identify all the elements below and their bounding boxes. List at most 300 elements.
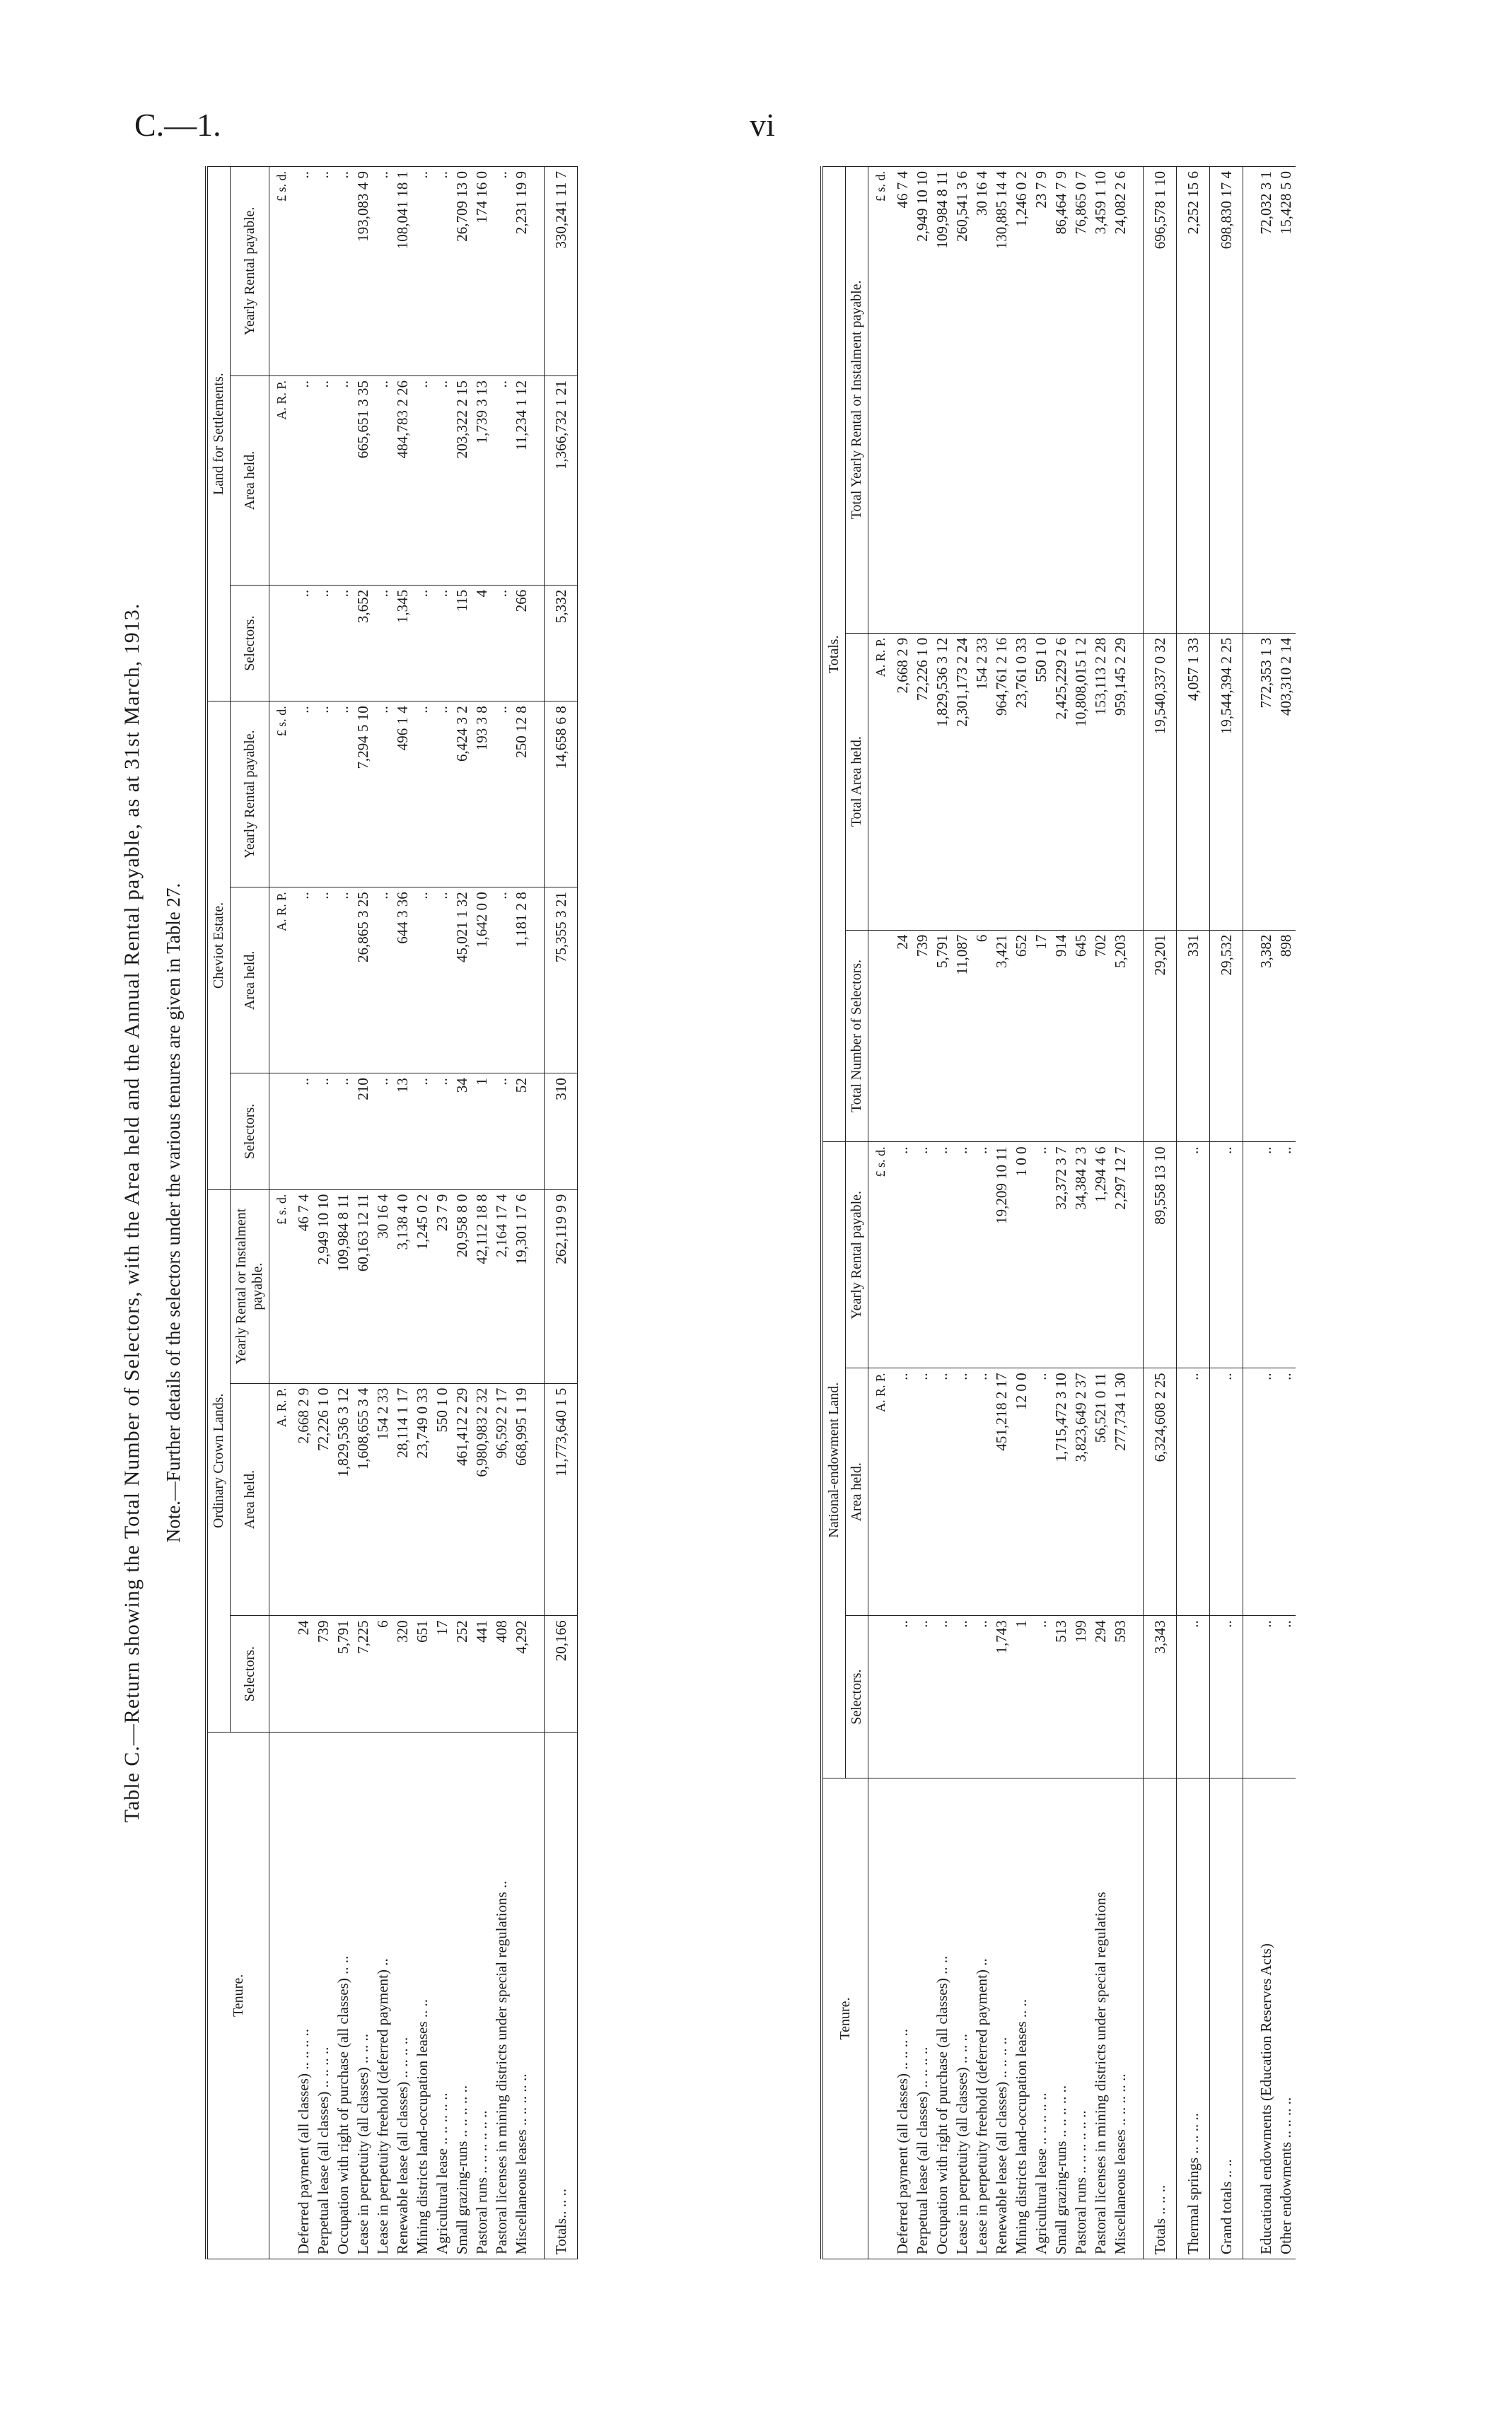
cell-s-rent: 330,241 11 7 (545, 167, 578, 376)
cell-o-area: 461,412 2 29 (452, 1383, 472, 1616)
cell-o-rent: 42,112 18 8 (472, 1189, 492, 1383)
tenure-label: Renewable lease (all classes) .. .. .. .. (392, 1732, 412, 2259)
cell-t-sel: 331 (1177, 930, 1210, 1142)
tenure-label: Grand totals .. .. (1210, 1778, 1243, 2259)
page-code: C.—1. (134, 107, 221, 143)
cell-n-area: .. (1210, 1368, 1243, 1616)
table-row (972, 167, 991, 2259)
header-total-selectors: Total Number of Selectors. (846, 930, 868, 1142)
cell-t-sel: 652 (1011, 930, 1031, 1142)
units-area: A. R. P. (868, 633, 893, 930)
cell-s-sel: .. (373, 585, 392, 701)
cell-c-sel: 34 (452, 1073, 472, 1189)
cell-s-sel: .. (293, 585, 313, 701)
table-row (1031, 167, 1051, 2259)
cell-o-sel: 24 (293, 1616, 313, 1732)
cell-t-area: 154 2 33 (972, 633, 991, 930)
cell-o-rent: 20,958 8 0 (452, 1189, 472, 1383)
table-row (492, 167, 511, 2259)
cell-o-rent: 3,138 4 0 (392, 1189, 412, 1383)
cell-t-area: 2,425,229 2 6 (1051, 633, 1071, 930)
cell-s-rent: 174 16 0 (472, 167, 492, 376)
cell-n-rent: .. (932, 1142, 952, 1368)
tenure-label: Miscellaneous leases .. .. .. .. .. (1110, 1778, 1130, 2259)
table-row (912, 167, 932, 2259)
cell-c-rent: .. (293, 701, 313, 887)
cell-n-rent: .. (892, 1142, 912, 1368)
cell-s-rent: .. (293, 167, 313, 376)
totals-row (545, 167, 578, 2259)
tenure-label: Occupation with right of purchase (all classes) .. .. (333, 1732, 353, 2259)
grand-totals-row (1210, 167, 1243, 2259)
page-number: vi (750, 107, 775, 143)
cell-t-sel: 29,532 (1210, 930, 1243, 1142)
cell-n-area: 451,218 2 17 (991, 1368, 1011, 1616)
cell-s-area: 1,366,732 1 21 (545, 376, 578, 586)
tenure-label: Renewable lease (all classes) .. .. .. .. (991, 1778, 1011, 2259)
table-row (432, 167, 452, 2259)
cell-s-rent: 108,041 18 1 (392, 167, 412, 376)
cell-o-area: 668,995 1 19 (511, 1383, 531, 1616)
cell-s-rent: 2,231 19 9 (511, 167, 531, 376)
cell-t-rent: 72,032 3 1 (1256, 167, 1276, 634)
table-row (932, 167, 952, 2259)
tenure-label: Deferred payment (all classes) .. .. .. .. (892, 1778, 912, 2259)
table-row (293, 167, 313, 2259)
cell-t-rent: 2,949 10 10 (912, 167, 932, 634)
tenure-label: Small grazing-runs .. .. .. .. .. (1051, 1778, 1071, 2259)
cell-c-sel: .. (412, 1073, 432, 1189)
cell-o-area: 72,226 1 0 (313, 1383, 333, 1616)
cell-s-area: 484,783 2 26 (392, 376, 412, 586)
cell-t-area: 772,353 1 3 (1256, 633, 1276, 930)
cell-n-area: 56,521 0 11 (1091, 1368, 1110, 1616)
cell-s-area: .. (313, 376, 333, 586)
thermal-springs-row (1177, 167, 1210, 2259)
cell-o-sel: 651 (412, 1616, 432, 1732)
header-national-endowment-land: National-endowment Land. (822, 1142, 846, 1778)
cell-t-sel: 11,087 (952, 930, 972, 1142)
cell-n-rent: 2,297 12 7 (1110, 1142, 1130, 1368)
cell-n-rent: .. (1276, 1142, 1296, 1368)
table-row (1011, 167, 1031, 2259)
units-area: A. R. P. (269, 376, 294, 586)
cell-s-area: 665,651 3 35 (353, 376, 373, 586)
tenure-label: Lease in perpetuity (all classes) .. .. .. (952, 1778, 972, 2259)
header-selectors: Selectors. (846, 1616, 868, 1778)
cell-t-area: 964,761 2 16 (991, 633, 1011, 930)
cell-n-rent: 1,294 4 6 (1091, 1142, 1110, 1368)
cell-s-sel: 4 (472, 585, 492, 701)
cell-c-area: .. (492, 887, 511, 1073)
cell-c-area: .. (432, 887, 452, 1073)
cell-c-sel: 1 (472, 1073, 492, 1189)
cell-t-area: 19,540,337 0 32 (1144, 633, 1177, 930)
cell-c-sel: .. (333, 1073, 353, 1189)
cell-s-area: .. (432, 376, 452, 586)
header-area-held: Area held. (846, 1368, 868, 1616)
cell-o-sel: 739 (313, 1616, 333, 1732)
cell-o-area: 23,749 0 33 (412, 1383, 432, 1616)
cell-o-rent: 30 16 4 (373, 1189, 392, 1383)
cell-n-rent: 34,384 2 3 (1071, 1142, 1091, 1368)
table-row (472, 167, 492, 2259)
cell-n-area: 12 0 0 (1011, 1368, 1031, 1616)
tenure-label: Pastoral licenses in mining districts under special regulations (1091, 1778, 1110, 2259)
cell-o-sel: 17 (432, 1616, 452, 1732)
cell-n-sel: .. (1256, 1616, 1276, 1778)
table-row (333, 167, 353, 2259)
cell-s-rent: .. (373, 167, 392, 376)
spacer-row (1130, 167, 1144, 2259)
cell-n-area: .. (912, 1368, 932, 1616)
table-note: Note.—Further details of the selectors under the various tenures are given in Table 27. (163, 883, 184, 1543)
tenure-label: Other endowments .. .. .. .. (1276, 1778, 1296, 2259)
cell-t-area: 72,226 1 0 (912, 633, 932, 930)
cell-c-rent: 7,294 5 10 (353, 701, 373, 887)
tenure-label: Small grazing-runs .. .. .. .. .. (452, 1732, 472, 2259)
cell-n-sel: 513 (1051, 1616, 1071, 1778)
tenure-label: Mining districts land-occupation leases .. .. (1011, 1778, 1031, 2259)
header-area-held: Area held. (231, 887, 269, 1073)
cell-n-sel: .. (1031, 1616, 1051, 1778)
cell-t-sel: 5,791 (932, 930, 952, 1142)
cell-c-area: 1,642 0 0 (472, 887, 492, 1073)
cell-n-sel: 199 (1071, 1616, 1091, 1778)
table-row (1051, 167, 1071, 2259)
cell-o-rent: 262,119 9 9 (545, 1189, 578, 1383)
cell-c-area: 1,181 2 8 (511, 887, 531, 1073)
cell-o-rent: 109,984 8 11 (333, 1189, 353, 1383)
cell-t-area: 403,310 2 14 (1276, 633, 1296, 930)
cell-o-area: 96,592 2 17 (492, 1383, 511, 1616)
cell-t-sel: 5,203 (1110, 930, 1130, 1142)
cell-n-area: 6,324,608 2 25 (1144, 1368, 1177, 1616)
units-money: £ s. d. (269, 167, 294, 376)
table-row (353, 167, 373, 2259)
cell-n-sel: .. (952, 1616, 972, 1778)
cell-n-area: .. (1256, 1368, 1276, 1616)
cell-n-sel: 593 (1110, 1616, 1130, 1778)
cell-t-area: 2,668 2 9 (892, 633, 912, 930)
cell-t-sel: 3,382 (1256, 930, 1276, 1142)
cell-o-sel: 4,292 (511, 1616, 531, 1732)
tenure-label: Totals.. .. .. (545, 1732, 578, 2259)
cell-n-rent: .. (1210, 1142, 1243, 1368)
header-tenure: Tenure. (822, 1778, 868, 2259)
units-area: A. R. P. (868, 1368, 893, 1616)
header-totals: Totals. (822, 167, 846, 1142)
cell-c-rent: .. (333, 701, 353, 887)
cell-n-area: .. (972, 1368, 991, 1616)
cell-n-rent: .. (1256, 1142, 1276, 1368)
cell-o-sel: 20,166 (545, 1616, 578, 1732)
table-row (952, 167, 972, 2259)
cell-n-sel: 294 (1091, 1616, 1110, 1778)
cell-s-sel: 266 (511, 585, 531, 701)
cell-o-sel: 320 (392, 1616, 412, 1732)
cell-s-sel: 1,345 (392, 585, 412, 701)
cell-c-area: .. (293, 887, 313, 1073)
cell-c-sel: .. (492, 1073, 511, 1189)
cell-n-sel: .. (892, 1616, 912, 1778)
cell-t-area: 1,829,536 3 12 (932, 633, 952, 930)
cell-t-rent: 2,252 15 6 (1177, 167, 1210, 634)
cell-t-rent: 1,246 0 2 (1011, 167, 1031, 634)
cell-n-area: .. (1177, 1368, 1210, 1616)
tenure-label: Lease in perpetuity freehold (deferred payment) .. (373, 1732, 392, 2259)
cell-s-rent: .. (432, 167, 452, 376)
units-money: £ s. d. (868, 167, 893, 634)
cell-o-sel: 5,791 (333, 1616, 353, 1732)
cell-t-rent: 15,428 5 0 (1276, 167, 1296, 634)
cell-c-rent: .. (492, 701, 511, 887)
cell-s-area: .. (333, 376, 353, 586)
spacer-row (531, 167, 545, 2259)
cell-n-sel: .. (972, 1616, 991, 1778)
cell-n-sel: .. (1177, 1616, 1210, 1778)
cell-c-area: 45,021 1 32 (452, 887, 472, 1073)
cell-t-sel: 898 (1276, 930, 1296, 1142)
cell-n-rent: .. (912, 1142, 932, 1368)
cell-s-sel: .. (313, 585, 333, 701)
cell-c-rent: 6,424 3 2 (452, 701, 472, 887)
cell-n-area: .. (1276, 1368, 1296, 1616)
cell-t-rent: 86,464 7 9 (1051, 167, 1071, 634)
cell-o-rent: 46 7 4 (293, 1189, 313, 1383)
cell-n-rent: 19,209 10 11 (991, 1142, 1011, 1368)
tenure-label: Occupation with right of purchase (all classes) .. .. (932, 1778, 952, 2259)
cell-c-rent: 250 12 8 (511, 701, 531, 887)
header-total-area: Total Area held. (846, 633, 868, 930)
cell-c-rent: 193 3 8 (472, 701, 492, 887)
cell-n-rent: 89,558 13 10 (1144, 1142, 1177, 1368)
table-row (991, 167, 1011, 2259)
header-cheviot-estate: Cheviot Estate. (207, 701, 231, 1189)
header-land-for-settlements: Land for Settlements. (207, 167, 231, 701)
tenure-label: Thermal springs .. .. .. .. (1177, 1778, 1210, 2259)
cell-t-sel: 914 (1051, 930, 1071, 1142)
tenure-label: Lease in perpetuity freehold (deferred payment) .. (972, 1778, 991, 2259)
cell-t-sel: 739 (912, 930, 932, 1142)
tenure-label: Pastoral runs .. .. .. .. .. .. (1071, 1778, 1091, 2259)
header-yearly-rental: Yearly Rental payable. (231, 701, 269, 887)
cell-c-area: .. (373, 887, 392, 1073)
totals-row (1144, 167, 1177, 2259)
cell-n-rent: 1 0 0 (1011, 1142, 1031, 1368)
cell-o-area: 550 1 0 (432, 1383, 452, 1616)
cell-c-sel: 210 (353, 1073, 373, 1189)
cell-t-sel: 17 (1031, 930, 1051, 1142)
cell-o-area: 154 2 33 (373, 1383, 392, 1616)
cell-o-sel: 7,225 (353, 1616, 373, 1732)
cell-c-sel: 310 (545, 1073, 578, 1189)
cell-n-sel: .. (1276, 1616, 1296, 1778)
cell-o-sel: 441 (472, 1616, 492, 1732)
header-selectors: Selectors. (231, 1073, 269, 1189)
cell-c-rent: .. (412, 701, 432, 887)
cell-n-area: .. (952, 1368, 972, 1616)
tenure-label: Totals .. .. .. (1144, 1778, 1177, 2259)
units-money: £ s. d. (868, 1142, 893, 1368)
endowment-row (1256, 167, 1276, 2259)
header-yearly-rental: Yearly Rental payable. (231, 167, 269, 376)
cell-s-sel: 115 (452, 585, 472, 701)
cell-t-rent: 698,830 17 4 (1210, 167, 1243, 634)
table-row (1091, 167, 1110, 2259)
cell-s-rent: .. (313, 167, 333, 376)
cell-c-area: .. (313, 887, 333, 1073)
tenure-label: Deferred payment (all classes) .. .. .. .. (293, 1732, 313, 2259)
cell-t-rent: 260,541 3 6 (952, 167, 972, 634)
cell-o-area: 1,829,536 3 12 (333, 1383, 353, 1616)
cell-o-rent: 19,301 17 6 (511, 1189, 531, 1383)
cell-s-rent: .. (492, 167, 511, 376)
cell-o-sel: 408 (492, 1616, 511, 1732)
cell-c-rent: 496 1 4 (392, 701, 412, 887)
cell-c-sel: 52 (511, 1073, 531, 1189)
cell-s-rent: 26,709 13 0 (452, 167, 472, 376)
table-ordinary-cheviot-settlements (205, 166, 578, 2259)
cell-t-area: 153,113 2 28 (1091, 633, 1110, 930)
cell-o-area: 11,773,640 1 5 (545, 1383, 578, 1616)
cell-t-sel: 3,421 (991, 930, 1011, 1142)
cell-n-rent: .. (1177, 1142, 1210, 1368)
header-area-held: Area held. (231, 1383, 269, 1616)
cell-t-sel: 702 (1091, 930, 1110, 1142)
cell-s-rent: .. (333, 167, 353, 376)
cell-n-rent: 32,372 3 7 (1051, 1142, 1071, 1368)
cell-o-rent: 23 7 9 (432, 1189, 452, 1383)
cell-t-area: 10,808,015 1 2 (1071, 633, 1091, 930)
cell-c-sel: .. (313, 1073, 333, 1189)
header-selectors: Selectors. (231, 585, 269, 701)
cell-t-area: 23,761 0 33 (1011, 633, 1031, 930)
cell-o-rent: 2,164 17 4 (492, 1189, 511, 1383)
cell-n-area: .. (1031, 1368, 1051, 1616)
cell-t-rent: 23 7 9 (1031, 167, 1051, 634)
tenure-label: Perpetual lease (all classes) .. .. .. .. (313, 1732, 333, 2259)
cell-s-sel: .. (333, 585, 353, 701)
cell-n-area: 1,715,472 3 10 (1051, 1368, 1071, 1616)
header-yearly-rental: Yearly Rental payable. (846, 1142, 868, 1368)
header-area-held: Area held. (231, 376, 269, 586)
units-area: A. R. P. (269, 887, 294, 1073)
table-title: Table C.—Return showing the Total Number of Selectors, with the Area held and the Annual Rental payable, as at 31st March, 1913. (120, 602, 144, 1823)
cell-t-area: 4,057 1 33 (1177, 633, 1210, 930)
cell-t-sel: 645 (1071, 930, 1091, 1142)
cell-c-sel: .. (373, 1073, 392, 1189)
tenure-label: Pastoral runs .. .. .. .. .. .. (472, 1732, 492, 2259)
tenure-label: Pastoral licenses in mining districts under special regulations .. (492, 1732, 511, 2259)
cell-t-rent: 696,578 1 10 (1144, 167, 1177, 634)
units-area: A. R. P. (269, 1383, 294, 1616)
cell-o-rent: 60,163 12 11 (353, 1189, 373, 1383)
cell-s-rent: 193,083 4 9 (353, 167, 373, 376)
cell-t-sel: 29,201 (1144, 930, 1177, 1142)
cell-s-area: 1,739 3 13 (472, 376, 492, 586)
cell-s-area: 203,322 2 15 (452, 376, 472, 586)
table-row (392, 167, 412, 2259)
header-total-rental: Total Yearly Rental or Instalment payable. (846, 167, 868, 634)
cell-n-sel: .. (912, 1616, 932, 1778)
cell-c-rent: .. (313, 701, 333, 887)
header-yearly-rental: Yearly Rental or Instalment payable. (231, 1189, 269, 1383)
cell-n-area: 3,823,649 2 37 (1071, 1368, 1091, 1616)
cell-t-sel: 24 (892, 930, 912, 1142)
cell-c-sel: .. (293, 1073, 313, 1189)
header-ordinary-crown-lands: Ordinary Crown Lands. (207, 1189, 231, 1732)
cell-t-area: 19,544,394 2 25 (1210, 633, 1243, 930)
cell-n-sel: .. (1210, 1616, 1243, 1778)
table-row (313, 167, 333, 2259)
cell-c-sel: .. (432, 1073, 452, 1189)
table-national-endowment-totals (820, 166, 1296, 2259)
cell-c-area: 75,355 3 21 (545, 887, 578, 1073)
tenure-label: Agricultural lease .. .. .. .. .. (1031, 1778, 1051, 2259)
cell-n-area: .. (932, 1368, 952, 1616)
tenure-label: Lease in perpetuity (all classes) .. .. .. (353, 1732, 373, 2259)
cell-c-area: 644 3 36 (392, 887, 412, 1073)
cell-c-area: .. (412, 887, 432, 1073)
header-selectors: Selectors. (231, 1616, 269, 1732)
cell-c-rent: .. (432, 701, 452, 887)
cell-n-rent: .. (952, 1142, 972, 1368)
units-money: £ s. d. (269, 701, 294, 887)
table-row (1110, 167, 1130, 2259)
cell-t-rent: 76,865 0 7 (1071, 167, 1091, 634)
cell-s-area: .. (293, 376, 313, 586)
cell-n-sel: 1,743 (991, 1616, 1011, 1778)
spacer-row (1243, 167, 1257, 2259)
cell-c-area: .. (333, 887, 353, 1073)
cell-n-sel: 3,343 (1144, 1616, 1177, 1778)
cell-s-area: .. (373, 376, 392, 586)
cell-s-sel: 3,652 (353, 585, 373, 701)
cell-o-rent: 1,245 0 2 (412, 1189, 432, 1383)
cell-n-sel: 1 (1011, 1616, 1031, 1778)
cell-n-rent: .. (972, 1142, 991, 1368)
cell-t-area: 2,301,173 2 24 (952, 633, 972, 930)
cell-c-rent: 14,658 6 8 (545, 701, 578, 887)
table-row (373, 167, 392, 2259)
cell-s-sel: 5,332 (545, 585, 578, 701)
cell-o-sel: 6 (373, 1616, 392, 1732)
header-tenure: Tenure. (207, 1732, 269, 2259)
cell-s-rent: .. (412, 167, 432, 376)
cell-t-rent: 130,885 14 4 (991, 167, 1011, 634)
cell-t-rent: 30 16 4 (972, 167, 991, 634)
tenure-label: Educational endowments (Education Reserves Acts) (1256, 1778, 1276, 2259)
table-row (511, 167, 531, 2259)
cell-c-area: 26,865 3 25 (353, 887, 373, 1073)
table-row (412, 167, 432, 2259)
cell-t-rent: 109,984 8 11 (932, 167, 952, 634)
cell-c-rent: .. (373, 701, 392, 887)
rotated-page-content (106, 166, 1429, 2259)
tenure-label: Miscellaneous leases .. .. .. .. .. (511, 1732, 531, 2259)
table-row (1071, 167, 1091, 2259)
table-row (452, 167, 472, 2259)
cell-o-area: 6,980,983 2 32 (472, 1383, 492, 1616)
tenure-label: Mining districts land-occupation leases .. .. (412, 1732, 432, 2259)
cell-s-sel: .. (412, 585, 432, 701)
cell-s-sel: .. (432, 585, 452, 701)
cell-s-area: .. (492, 376, 511, 586)
cell-n-rent: .. (1031, 1142, 1051, 1368)
table-row (892, 167, 912, 2259)
cell-o-area: 2,668 2 9 (293, 1383, 313, 1616)
